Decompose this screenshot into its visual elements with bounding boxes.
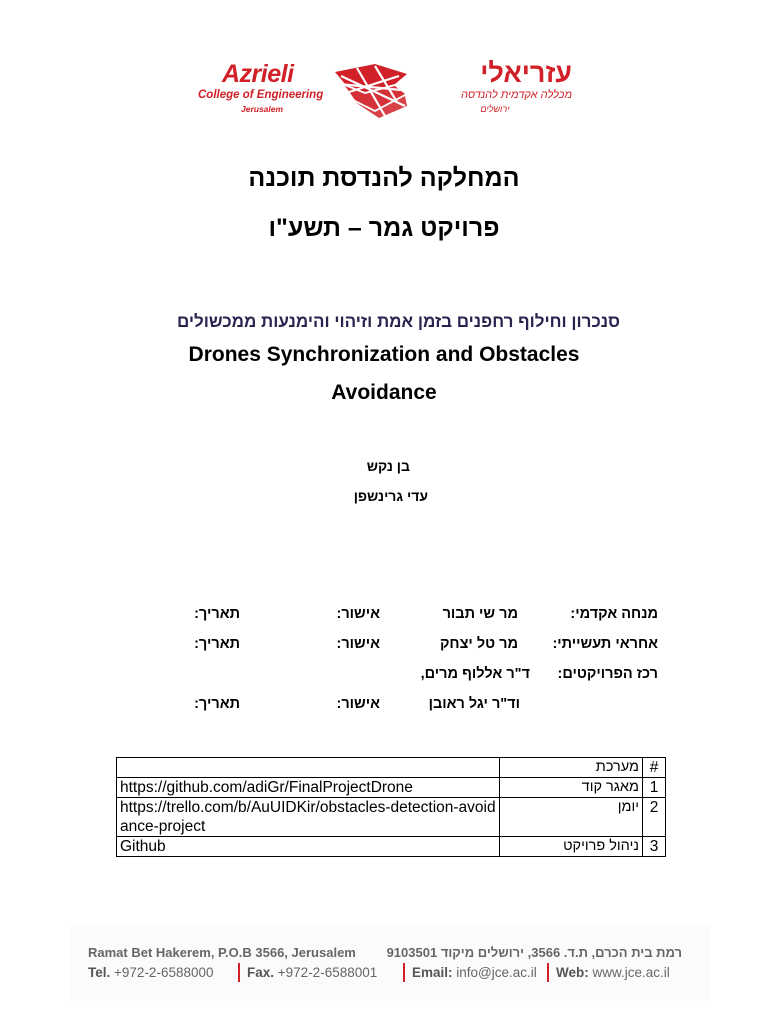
- logo-subtitle-he: מכללה אקדמית להנדסה: [461, 89, 572, 101]
- project-coordinator-name: ד"ר אללוף מרים,: [420, 666, 530, 682]
- logo-city-he: ירושלים: [480, 104, 510, 114]
- author-name: בן נקש: [366, 458, 410, 474]
- project-coordinator-name: וד"ר יגל ראובן: [428, 696, 520, 712]
- footer-phone: [88, 965, 214, 980]
- footer-divider: [238, 963, 240, 982]
- footer-divider: [403, 963, 405, 982]
- date-label: תאריך:: [194, 636, 240, 652]
- systems-table: [116, 757, 666, 857]
- date-label: תאריך:: [194, 606, 240, 622]
- footer-email: [412, 965, 537, 980]
- table-header-value: [117, 758, 500, 778]
- logo-subtitle-en: College of Engineering: [198, 89, 324, 101]
- logo-city-en: Jerusalem: [241, 104, 284, 114]
- table-header-row: [117, 758, 666, 778]
- project-coordinator-label: רכז הפרויקטים:: [557, 666, 658, 682]
- author-name: עדי גרינשפן: [353, 488, 428, 504]
- table-row: [117, 798, 666, 837]
- logo-name-en: Azrieli: [222, 60, 294, 88]
- footer-web: [556, 965, 670, 980]
- logo-emblem-icon: [335, 64, 407, 118]
- footer-fax-value: +972-2-6588001: [277, 965, 378, 980]
- department-heading: המחלקה להנדסת תוכנה: [248, 164, 520, 192]
- footer-phone-value: +972-2-6588000: [114, 965, 214, 980]
- academic-advisor-name: מר שי תבור: [442, 606, 518, 622]
- project-title-english-line1: Drones Synchronization and Obstacles: [188, 343, 580, 366]
- approval-label: אישור:: [336, 636, 380, 652]
- industry-supervisor-label: אחראי תעשייתי:: [552, 636, 658, 652]
- footer-web-value[interactable]: www.jce.ac.il: [592, 965, 670, 980]
- project-title-english-line2: Avoidance: [331, 381, 437, 404]
- footer-background: [70, 925, 710, 1001]
- table-cell-name: מאגר קוד: [500, 778, 643, 798]
- footer-divider: [547, 963, 549, 982]
- footer-email-label: Email:: [412, 965, 453, 980]
- approval-label: אישור:: [336, 696, 380, 712]
- footer-fax: [247, 965, 377, 980]
- footer-web-label: Web:: [556, 965, 589, 980]
- footer-address-he: רמת בית הכרם, ת.ד. 3566, ירושלים מיקוד 9103501: [386, 945, 682, 960]
- table-header-num: #: [643, 758, 666, 778]
- table-header-system: מערכת: [500, 758, 643, 778]
- footer-phone-label: Tel.: [88, 965, 111, 980]
- project-heading: פרויקט גמר – תשע"ו: [268, 214, 500, 242]
- industry-supervisor-name: מר טל יצחק: [439, 636, 518, 652]
- footer-address-en: Ramat Bet Hakerem, P.O.B 3566, Jerusalem: [88, 945, 356, 960]
- academic-advisor-label: מנחה אקדמי:: [570, 606, 658, 622]
- footer-email-value[interactable]: info@jce.ac.il: [456, 965, 537, 980]
- table-cell-num: 1: [643, 778, 666, 798]
- table-cell-num: 2: [643, 798, 666, 837]
- table-cell-name: ניהול פרויקט: [500, 837, 643, 857]
- project-title-hebrew: סנכרון וחילוף רחפנים בזמן אמת וזיהוי והימנעות ממכשולים: [177, 312, 620, 331]
- logo-name-he: עזריאלי: [480, 58, 572, 88]
- date-label: תאריך:: [194, 696, 240, 712]
- table-cell-link[interactable]: https://trello.com/b/AuUIDKir/obstacles-detection-avoidance-project: [117, 798, 500, 837]
- table-cell-name: יומן: [500, 798, 643, 837]
- table-row: [117, 837, 666, 857]
- table-cell-value: Github: [117, 837, 500, 857]
- footer-fax-label: Fax.: [247, 965, 275, 980]
- approval-label: אישור:: [336, 606, 380, 622]
- table-row: [117, 778, 666, 798]
- table-cell-link[interactable]: https://github.com/adiGr/FinalProjectDrone: [117, 778, 500, 798]
- table-cell-num: 3: [643, 837, 666, 857]
